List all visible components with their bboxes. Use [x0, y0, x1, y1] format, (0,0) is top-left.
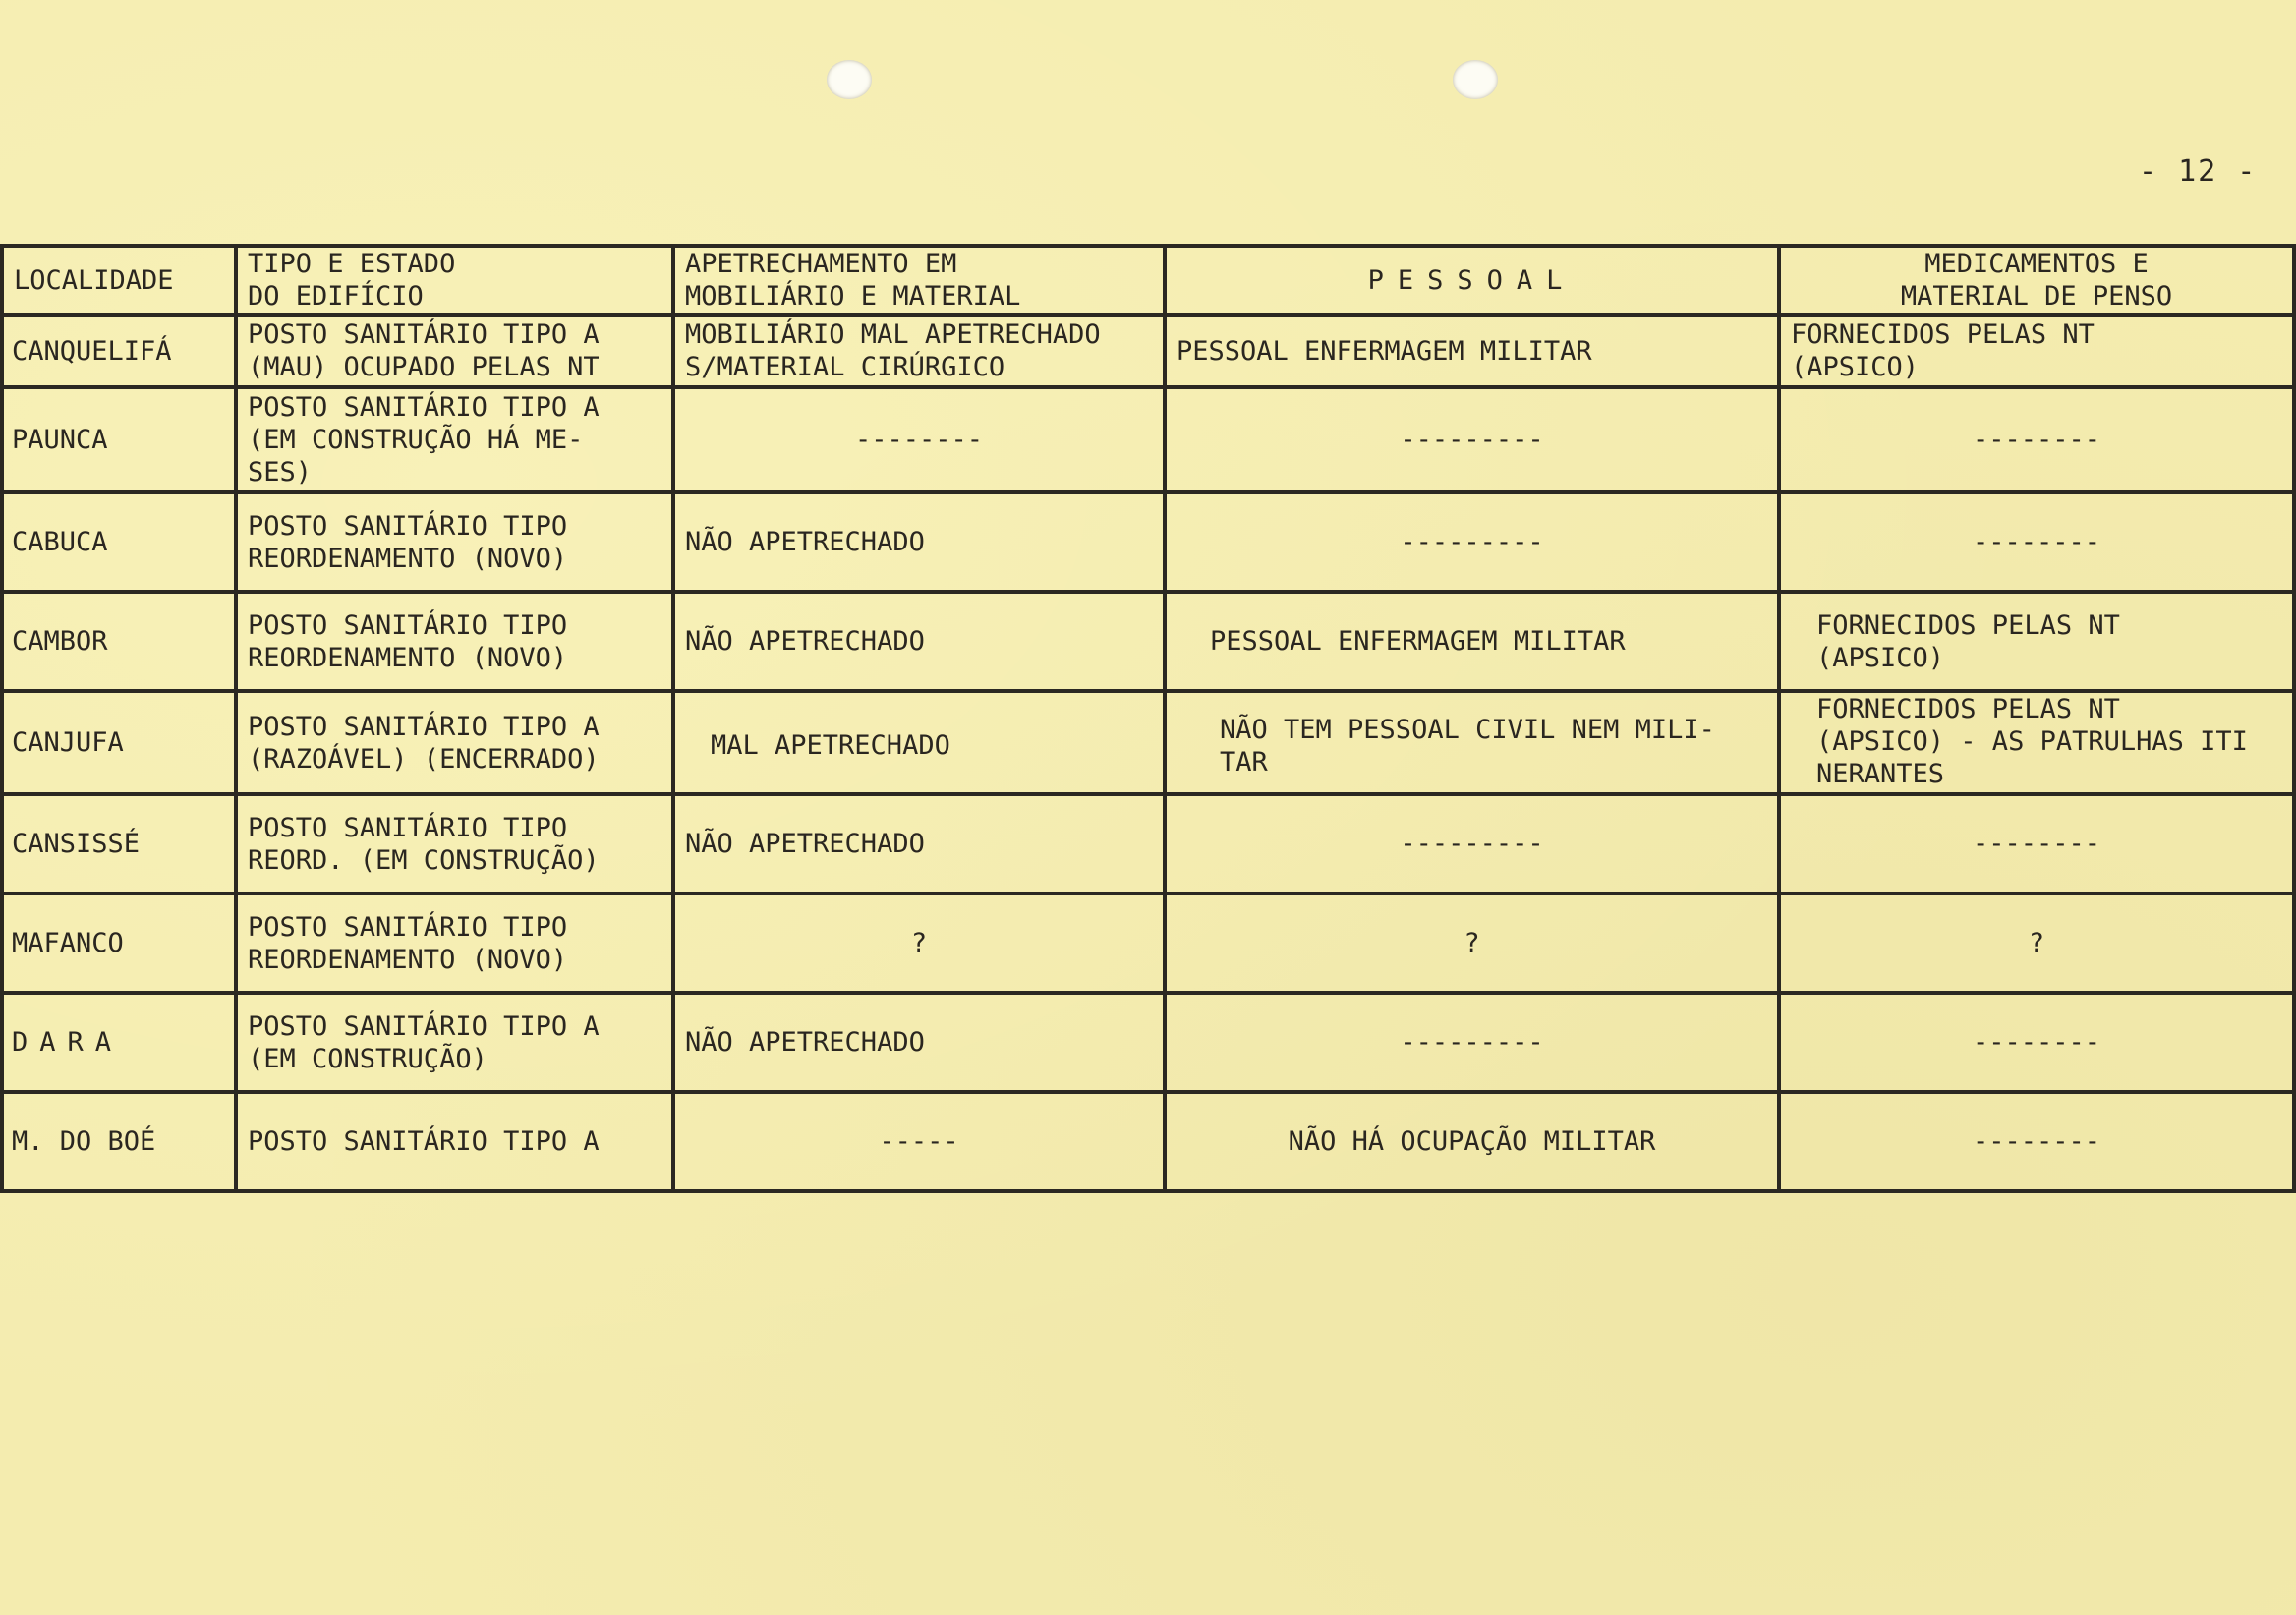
- table-row: [2, 691, 2294, 794]
- cell-medicamentos: FORNECIDOS PELAS NT (APSICO): [1779, 315, 2294, 387]
- cell-localidade: CANSISSÉ: [2, 794, 236, 894]
- cell-apetrechamento: NÃO APETRECHADO: [673, 794, 1165, 894]
- cell-pessoal: PESSOAL ENFERMAGEM MILITAR: [1165, 315, 1779, 387]
- cell-medicamentos: --------: [1779, 993, 2294, 1092]
- cell-medicamentos: FORNECIDOS PELAS NT (APSICO): [1779, 592, 2294, 691]
- cell-localidade: M. DO BOÉ: [2, 1092, 236, 1191]
- cell-pessoal: ?: [1165, 894, 1779, 993]
- cell-apetrechamento: ?: [673, 894, 1165, 993]
- cell-apetrechamento: MAL APETRECHADO: [673, 691, 1165, 794]
- header-localidade: LOCALIDADE: [2, 246, 236, 315]
- cell-pessoal: ---------: [1165, 387, 1779, 492]
- cell-pessoal: NÃO TEM PESSOAL CIVIL NEM MILI- TAR: [1165, 691, 1779, 794]
- header-pessoal: PESSOAL: [1165, 246, 1779, 315]
- page-number: - 12 -: [2139, 154, 2258, 189]
- cell-apetrechamento: MOBILIÁRIO MAL APETRECHADO S/MATERIAL CIRÚRGICO: [673, 315, 1165, 387]
- cell-tipo-estado: POSTO SANITÁRIO TIPO A (EM CONSTRUÇÃO): [236, 993, 673, 1092]
- cell-apetrechamento: -----: [673, 1092, 1165, 1191]
- cell-localidade: CANJUFA: [2, 691, 236, 794]
- header-medicamentos: MEDICAMENTOS E MATERIAL DE PENSO: [1779, 246, 2294, 315]
- table-row: [2, 993, 2294, 1092]
- punch-hole-left: [827, 60, 872, 99]
- cell-localidade: PAUNCA: [2, 387, 236, 492]
- cell-tipo-estado: POSTO SANITÁRIO TIPO REORDENAMENTO (NOVO): [236, 492, 673, 592]
- cell-pessoal: ---------: [1165, 794, 1779, 894]
- cell-tipo-estado: POSTO SANITÁRIO TIPO A (EM CONSTRUÇÃO HÁ ME- SES): [236, 387, 673, 492]
- table-header-row: [2, 246, 2294, 315]
- cell-pessoal: NÃO HÁ OCUPAÇÃO MILITAR: [1165, 1092, 1779, 1191]
- cell-pessoal: ---------: [1165, 492, 1779, 592]
- cell-pessoal: ---------: [1165, 993, 1779, 1092]
- cell-tipo-estado: POSTO SANITÁRIO TIPO REORDENAMENTO (NOVO): [236, 592, 673, 691]
- punch-hole-right: [1453, 60, 1498, 99]
- cell-medicamentos: --------: [1779, 794, 2294, 894]
- table-row: [2, 1092, 2294, 1191]
- table-row: [2, 492, 2294, 592]
- cell-apetrechamento: NÃO APETRECHADO: [673, 492, 1165, 592]
- cell-localidade: MAFANCO: [2, 894, 236, 993]
- cell-localidade: CANQUELIFÁ: [2, 315, 236, 387]
- cell-pessoal: PESSOAL ENFERMAGEM MILITAR: [1165, 592, 1779, 691]
- health-posts-table: [0, 244, 2296, 1193]
- table-row: [2, 315, 2294, 387]
- cell-localidade: DARA: [2, 993, 236, 1092]
- cell-tipo-estado: POSTO SANITÁRIO TIPO A: [236, 1092, 673, 1191]
- table-row: [2, 794, 2294, 894]
- cell-tipo-estado: POSTO SANITÁRIO TIPO REORDENAMENTO (NOVO): [236, 894, 673, 993]
- table-row: [2, 894, 2294, 993]
- cell-medicamentos: --------: [1779, 387, 2294, 492]
- cell-tipo-estado: POSTO SANITÁRIO TIPO A (RAZOÁVEL) (ENCERRADO): [236, 691, 673, 794]
- cell-localidade: CAMBOR: [2, 592, 236, 691]
- cell-medicamentos: --------: [1779, 492, 2294, 592]
- cell-medicamentos: --------: [1779, 1092, 2294, 1191]
- cell-medicamentos: ?: [1779, 894, 2294, 993]
- cell-medicamentos: FORNECIDOS PELAS NT (APSICO) - AS PATRULHAS ITI NERANTES: [1779, 691, 2294, 794]
- cell-apetrechamento: NÃO APETRECHADO: [673, 993, 1165, 1092]
- cell-apetrechamento: --------: [673, 387, 1165, 492]
- cell-apetrechamento: NÃO APETRECHADO: [673, 592, 1165, 691]
- table-row: [2, 387, 2294, 492]
- header-tipo-estado: TIPO E ESTADO DO EDIFÍCIO: [236, 246, 673, 315]
- cell-tipo-estado: POSTO SANITÁRIO TIPO REORD. (EM CONSTRUÇÃO): [236, 794, 673, 894]
- cell-tipo-estado: POSTO SANITÁRIO TIPO A (MAU) OCUPADO PELAS NT: [236, 315, 673, 387]
- header-apetrechamento: APETRECHAMENTO EM MOBILIÁRIO E MATERIAL: [673, 246, 1165, 315]
- table-row: [2, 592, 2294, 691]
- cell-localidade: CABUCA: [2, 492, 236, 592]
